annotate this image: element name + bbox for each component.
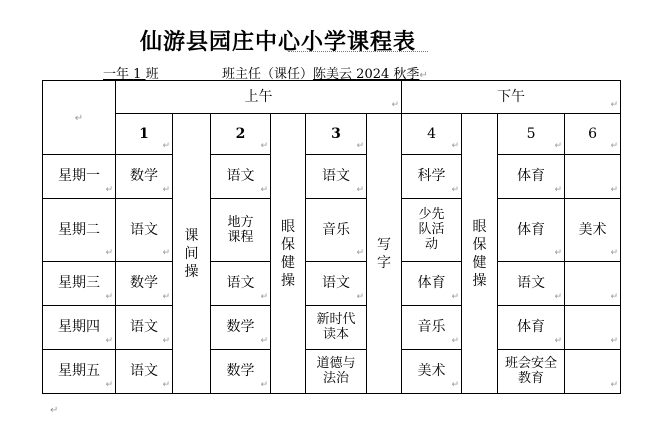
lesson-cell: 语文 ↵ [306, 155, 367, 199]
lesson-cell: 道德与法治 [306, 350, 367, 394]
afternoon-header: 下午 ↵ [402, 81, 621, 114]
table-row [43, 350, 621, 394]
lesson-cell: 数学 ↵ [116, 155, 173, 199]
term-label: 2024 秋季 [356, 67, 420, 82]
lesson-cell: 数学 ↵ [211, 350, 271, 394]
morning-header: 上午 ↵ [116, 81, 402, 114]
day-cell: 星期五 ↵ [43, 350, 116, 394]
lesson-cell: 音乐 ↵ [402, 306, 462, 350]
lesson-cell: ↵ [565, 262, 621, 306]
lesson-cell: 科学 ↵ [402, 155, 462, 199]
paragraph-mark-icon: ↵ [419, 70, 428, 81]
lesson-cell: ↵ [565, 306, 621, 350]
page-title: 仙游县园庄中心小学课程表 [140, 29, 417, 55]
teacher-name: 陈美云 [313, 67, 353, 82]
lesson-cell: 语文 ↵ [306, 262, 367, 306]
period-6-header: 6 ↵ [565, 114, 621, 155]
spellcheck-underline [288, 51, 428, 52]
table-row [43, 262, 621, 306]
lesson-cell: 少先队活动 [402, 199, 462, 262]
period-4-header: 4 ↵ [402, 114, 462, 155]
lesson-cell: ↵ [565, 155, 621, 199]
cell-mark-icon: ↵ [74, 113, 84, 125]
break-exercise-cell: 课间操 [173, 114, 211, 394]
lesson-cell: 数学 ↵ [211, 306, 271, 350]
grade-label: 一年 [103, 67, 130, 82]
period-1-header: 1 ↵ [116, 114, 173, 155]
table-row [43, 155, 621, 199]
table-row [43, 306, 621, 350]
day-cell: 星期四 ↵ [43, 306, 116, 350]
lesson-cell: 数学 ↵ [116, 262, 173, 306]
lesson-cell: 音乐 ↵ [306, 199, 367, 262]
paragraph-mark-icon: ↵ [50, 405, 59, 416]
corner-cell [43, 81, 116, 155]
lesson-cell: 语文 ↵ [116, 199, 173, 262]
table-row [43, 114, 621, 155]
period-3-header: 3 ↵ [306, 114, 367, 155]
schedule-table [42, 80, 621, 394]
lesson-cell: 语文 ↵ [498, 262, 565, 306]
table-row [43, 81, 621, 114]
lesson-cell: 语文 ↵ [211, 262, 271, 306]
lesson-cell: 美术 ↵ [565, 199, 621, 262]
lesson-cell: 体育 ↵ [498, 199, 565, 262]
lesson-cell: 体育 ↵ [498, 306, 565, 350]
period-2-header: 2 ↵ [211, 114, 271, 155]
lesson-cell: 语文 ↵ [116, 306, 173, 350]
day-cell: 星期三 ↵ [43, 262, 116, 306]
writing-cell: 写字 [367, 114, 402, 394]
lesson-cell: 体育 ↵ [402, 262, 462, 306]
lesson-cell: 新时代读本 [306, 306, 367, 350]
period-5-header: 5 ↵ [498, 114, 565, 155]
lesson-cell: 美术 ↵ [402, 350, 462, 394]
class-number: 1 [133, 67, 142, 82]
class-suffix: 班 [145, 67, 159, 82]
eye-exercise-cell-afternoon: 眼保健操 [462, 114, 498, 394]
lesson-cell: 地方课程 [211, 199, 271, 262]
teacher-label: 班主任（课任） [222, 67, 314, 82]
day-cell: 星期一 ↵ [43, 155, 116, 199]
table-row [43, 199, 621, 262]
lesson-cell: 语文 ↵ [211, 155, 271, 199]
lesson-cell: ↵ [565, 350, 621, 394]
lesson-cell: 班会安全教育 [498, 350, 565, 394]
eye-exercise-cell-morning: 眼保健操 [271, 114, 306, 394]
lesson-cell: 语文 ↵ [116, 350, 173, 394]
lesson-cell: 体育 ↵ [498, 155, 565, 199]
day-cell: 星期二 ↵ [43, 199, 116, 262]
